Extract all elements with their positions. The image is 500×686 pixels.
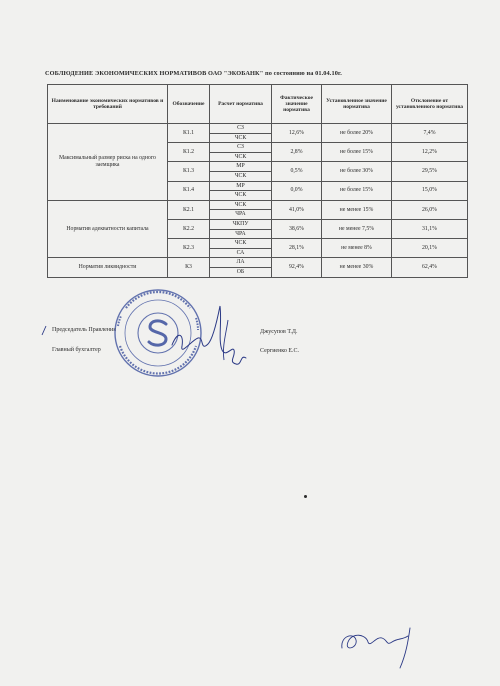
header-deviation: Отклонение от установленного норматива xyxy=(392,85,468,124)
table-header-row xyxy=(48,85,468,124)
chairman-signature xyxy=(162,300,252,370)
deviation-value: 31,1% xyxy=(392,219,468,238)
actual-value: 41,0% xyxy=(272,200,322,219)
calc-denominator: ОБ xyxy=(210,267,272,277)
norm-code: К1.2 xyxy=(168,143,210,162)
calc-numerator: СЗ xyxy=(210,143,272,153)
calc-numerator: СЗ xyxy=(210,124,272,134)
header-calc: Расчет норматива xyxy=(210,85,272,124)
actual-value: 0,5% xyxy=(272,162,322,181)
deviation-value: 7,4% xyxy=(392,124,468,143)
actual-value: 28,1% xyxy=(272,239,322,258)
calc-numerator: МР xyxy=(210,181,272,191)
accountant-role: Главный бухгалтер xyxy=(52,347,101,353)
header-name: Наименование экономических нормативов и требований xyxy=(48,85,168,124)
actual-value: 2,8% xyxy=(272,143,322,162)
norm-code: К1.1 xyxy=(168,124,210,143)
norms-table xyxy=(47,84,468,278)
calc-denominator: ЧРА xyxy=(210,229,272,239)
group-name: Норматив адекватности капитала xyxy=(48,200,168,258)
table-row xyxy=(48,258,468,268)
limit-value: не менее 7,5% xyxy=(322,219,392,238)
norm-code: К2.3 xyxy=(168,239,210,258)
limit-value: не менее 30% xyxy=(322,258,392,277)
group-name: Максимальный размер риска на одного заемщика xyxy=(48,124,168,201)
norm-code: К2.2 xyxy=(168,219,210,238)
limit-value: не менее 8% xyxy=(322,239,392,258)
actual-value: 38,6% xyxy=(272,219,322,238)
actual-value: 0,0% xyxy=(272,181,322,200)
ink-mark xyxy=(40,325,48,337)
norm-code: К1.3 xyxy=(168,162,210,181)
limit-value: не более 15% xyxy=(322,143,392,162)
norm-code: К1.4 xyxy=(168,181,210,200)
limit-value: не более 20% xyxy=(322,124,392,143)
calc-denominator: СА xyxy=(210,248,272,258)
deviation-value: 29,5% xyxy=(392,162,468,181)
calc-denominator: ЧСК xyxy=(210,133,272,143)
accountant-name: Сергиенко Е.С. xyxy=(260,348,300,354)
header-limit: Установленное значение норматива xyxy=(322,85,392,124)
actual-value: 92,4% xyxy=(272,258,322,277)
document-title: СОБЛЮДЕНИЕ ЭКОНОМИЧЕСКИХ НОРМАТИВОВ ОАО "ЭКОБАНК" по состоянию на 01.04.10г. xyxy=(45,70,342,77)
deviation-value: 20,1% xyxy=(392,239,468,258)
header-code: Обозначение xyxy=(168,85,210,124)
calc-numerator: ЧСК xyxy=(210,200,272,210)
limit-value: не более 30% xyxy=(322,162,392,181)
limit-value: не более 15% xyxy=(322,181,392,200)
table-row xyxy=(48,200,468,210)
actual-value: 12,6% xyxy=(272,124,322,143)
deviation-value: 15,0% xyxy=(392,181,468,200)
calc-denominator: ЧРА xyxy=(210,210,272,220)
norm-code: К3 xyxy=(168,258,210,277)
chairman-name: Джусупов Т.Д. xyxy=(260,329,298,335)
norm-code: К2.1 xyxy=(168,200,210,219)
limit-value: не менее 15% xyxy=(322,200,392,219)
calc-numerator: ЛА xyxy=(210,258,272,268)
scan-dot xyxy=(304,495,307,498)
calc-denominator: ЧСК xyxy=(210,152,272,162)
deviation-value: 12,2% xyxy=(392,143,468,162)
header-actual: Фактическое значение норматива xyxy=(272,85,322,124)
calc-numerator: ЧКПУ xyxy=(210,219,272,229)
deviation-value: 62,4% xyxy=(392,258,468,277)
group-name: Норматив ликвидности xyxy=(48,258,168,277)
calc-denominator: ЧСК xyxy=(210,191,272,201)
calc-denominator: ЧСК xyxy=(210,171,272,181)
calc-numerator: ЧСК xyxy=(210,239,272,249)
calc-numerator: МР xyxy=(210,162,272,172)
table-row xyxy=(48,124,468,134)
chairman-role: Председатель Правления xyxy=(52,327,116,333)
deviation-value: 26,0% xyxy=(392,200,468,219)
page-initials-signature xyxy=(336,618,421,673)
